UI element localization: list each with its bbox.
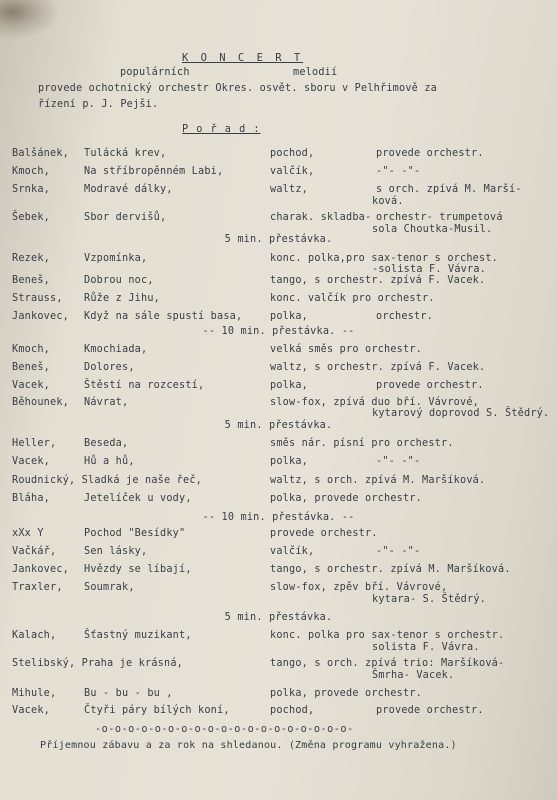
program-form: valčík, bbox=[270, 166, 315, 177]
program-form: polka, bbox=[270, 380, 309, 391]
program-form: tango, s orchestr. zpívá M. Maršíková. bbox=[270, 564, 511, 575]
program-composer: Vacek, bbox=[12, 705, 51, 716]
program-piece: Sen lásky, bbox=[84, 546, 148, 557]
subtitle-popular: populárních bbox=[120, 67, 190, 78]
program-composer: Vačkář, bbox=[12, 546, 57, 557]
program-form: konc. valčík pro orchestr. bbox=[270, 293, 435, 304]
program-piece: Beseda, bbox=[84, 438, 129, 449]
subtitle-melodies: melodií bbox=[293, 67, 338, 78]
program-form: velká směs pro orchestr. bbox=[270, 344, 423, 355]
program-form: provede orchestr. bbox=[270, 528, 378, 539]
program-form: polka, provede orchestr. bbox=[270, 688, 423, 699]
program-form: waltz, s orchestr. zpívá F. Vacek. bbox=[270, 362, 486, 373]
program-composer: Heller, bbox=[12, 438, 57, 449]
program-composer: Mihule, bbox=[12, 688, 57, 699]
footer-separator: -o-o-o-o-o-o-o-o-o-o-o-o-o-o-o-o-o-o-o- bbox=[95, 724, 354, 735]
intermission-line: 5 min. přestávka. bbox=[224, 234, 333, 245]
program-form: slow-fox, zpívá duo bří. Vávrové, bbox=[270, 397, 480, 408]
program-form: polka, bbox=[270, 456, 309, 467]
program-composer: Jankovec, bbox=[12, 564, 70, 575]
program-composer: Kalach, bbox=[12, 630, 57, 641]
program-piece: Dolores, bbox=[84, 362, 135, 373]
program-composer: Bláha, bbox=[12, 493, 51, 504]
program-performer: provede orchestr. bbox=[376, 380, 484, 391]
program-composer: Rezek, bbox=[12, 253, 51, 264]
program-form: waltz, s orch. zpívá M. Maršíková. bbox=[270, 475, 486, 486]
program-piece: Tulácká krev, bbox=[84, 148, 167, 159]
program-piece: Modravé dálky, bbox=[84, 184, 173, 195]
program-piece: Dobrou noc, bbox=[84, 275, 154, 286]
program-performer: ková. bbox=[372, 196, 404, 207]
program-performer: orchestr- trumpetová bbox=[376, 212, 503, 223]
program-composer: Roudnický, Sladká je naše řeč, bbox=[12, 475, 203, 486]
intermission-line: -- 10 min. přestávka. -- bbox=[202, 512, 355, 523]
program-composer: xXx Y bbox=[12, 528, 44, 539]
program-piece: Štěstí na rozcestí, bbox=[84, 380, 205, 391]
program-composer: Běhounek, bbox=[12, 397, 70, 408]
program-performer: Šmrha- Vacek. bbox=[372, 670, 455, 681]
program-composer: Kmoch, bbox=[12, 166, 51, 177]
program-piece: Hů a hů, bbox=[84, 456, 135, 467]
program-performer: -"- -"- bbox=[376, 546, 421, 557]
program-composer: Vacek, bbox=[12, 380, 51, 391]
program-performer: solista F. Vávra. bbox=[372, 642, 480, 653]
paper-stain bbox=[0, 0, 60, 40]
program-piece: Pochod "Besídky" bbox=[84, 528, 186, 539]
program-form: charak. skladba- bbox=[270, 212, 372, 223]
intro-line: provede ochotnický orchestr Okres. osvět. sboru v Pelhřimově za bbox=[38, 83, 438, 94]
program-form: směs nár. písní pro orchestr. bbox=[270, 438, 454, 449]
program-form: slow-fox, zpěv bří. Vávrové, bbox=[270, 582, 448, 593]
program-piece: Návrat, bbox=[84, 397, 129, 408]
program-performer: sola Choutka-Musil. bbox=[372, 224, 493, 235]
program-piece: Na stříbropěnném Labi, bbox=[84, 166, 224, 177]
program-form: tango, s orch. zpívá trio: Maršíková- bbox=[270, 658, 505, 669]
program-composer: Stelibský, Praha je krásná, bbox=[12, 658, 184, 669]
program-performer: provede orchestr. bbox=[376, 705, 484, 716]
program-form: konc. polka,pro sax-tenor s orchest. bbox=[270, 253, 499, 264]
program-composer: Vacek, bbox=[12, 456, 51, 467]
program-heading: P o ř a d : bbox=[182, 124, 261, 135]
program-piece: Hvězdy se líbají, bbox=[84, 564, 192, 575]
program-performer: -solista F. Vávra. bbox=[372, 264, 487, 275]
program-performer: orchestr. bbox=[376, 311, 434, 322]
program-piece: Růže z Jihu, bbox=[84, 293, 161, 304]
program-composer: Beneš, bbox=[12, 362, 51, 373]
program-form: waltz, bbox=[270, 184, 309, 195]
program-composer: Kmoch, bbox=[12, 344, 51, 355]
program-composer: Balšánek, bbox=[12, 148, 70, 159]
footer-note: Příjemnou zábavu a za rok na shledanou. (Změna programu vyhražena.) bbox=[40, 740, 457, 751]
program-performer: provede orchestr. bbox=[376, 148, 484, 159]
intermission-line: -- 10 min. přestávka. -- bbox=[202, 326, 355, 337]
program-form: pochod, bbox=[270, 705, 315, 716]
conductor-line: řízení p. J. Pejši. bbox=[38, 99, 159, 110]
program-composer: Traxler, bbox=[12, 582, 63, 593]
program-performer: kytara- S. Štědrý. bbox=[372, 594, 487, 605]
program-composer: Jankovec, bbox=[12, 311, 70, 322]
program-composer: Šebek, bbox=[12, 212, 51, 223]
program-performer: s orch. zpívá M. Marší- bbox=[376, 184, 522, 195]
program-piece: Kmochiada, bbox=[84, 344, 148, 355]
intermission-line: 5 min. přestávka. bbox=[224, 420, 333, 431]
program-form: pochod, bbox=[270, 148, 315, 159]
concert-title: K O N C E R T bbox=[182, 52, 304, 64]
program-composer: Beneš, bbox=[12, 275, 51, 286]
program-piece: Vzpomínka, bbox=[84, 253, 148, 264]
program-piece: Soumrak, bbox=[84, 582, 135, 593]
program-piece: Sbor dervišů, bbox=[84, 212, 167, 223]
program-performer: -"- -"- bbox=[376, 166, 421, 177]
program-form: polka, bbox=[270, 311, 309, 322]
program-piece: Jetelíček u vody, bbox=[84, 493, 192, 504]
intermission-line: 5 min. přestávka. bbox=[224, 612, 333, 623]
program-form: tango, s orchestr. zpívá F. Vacek. bbox=[270, 275, 486, 286]
program-piece: Šťastný muzikant, bbox=[84, 630, 192, 641]
program-composer: Srnka, bbox=[12, 184, 51, 195]
program-composer: Strauss, bbox=[12, 293, 63, 304]
program-form: valčík, bbox=[270, 546, 315, 557]
program-piece: Bu - bu - bu , bbox=[84, 688, 173, 699]
program-performer: kytarový doprovod S. Štědrý. bbox=[372, 408, 550, 419]
program-performer: -"- -"- bbox=[376, 456, 421, 467]
program-piece: Když na sále spustí basa, bbox=[84, 311, 243, 322]
program-form: polka, provede orchestr. bbox=[270, 493, 423, 504]
program-piece: Čtyři páry bílých koní, bbox=[84, 705, 230, 716]
program-form: konc. polka pro sax-tenor s orchestr. bbox=[270, 630, 505, 641]
